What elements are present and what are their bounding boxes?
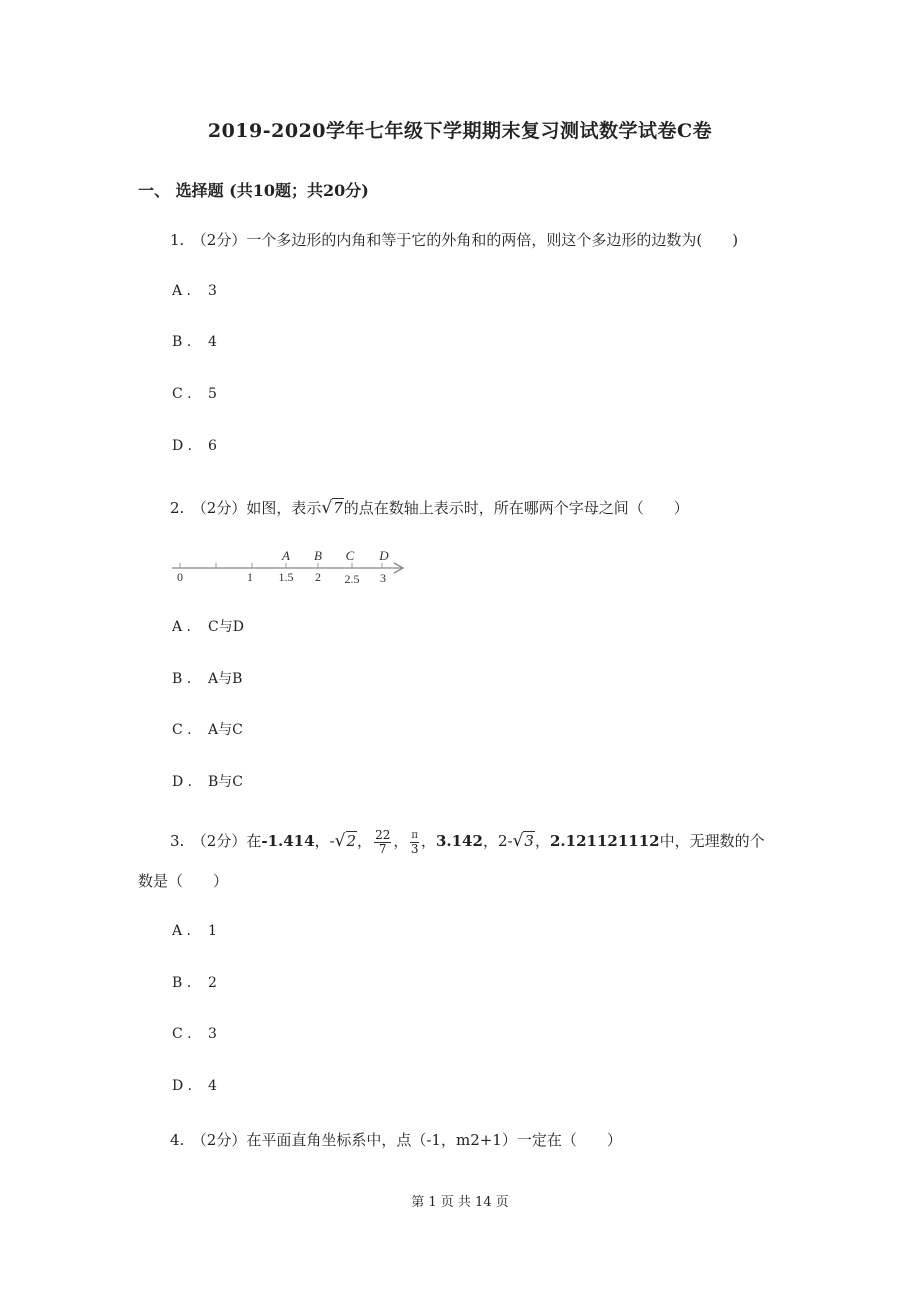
sqrt-3: √3	[512, 831, 534, 851]
q2-option-c	[172, 719, 243, 739]
tick-label-0: 0	[177, 570, 183, 584]
option-text: 4	[208, 334, 217, 350]
question-1: 1. （2分）一个多边形的内角和等于它的外角和的两倍，则这个多边形的边数为( )	[170, 231, 739, 249]
option-label: D .	[172, 1078, 193, 1094]
question-4: 4. （2分）在平面直角坐标系中，点（-1，m2+1）一定在（ ）	[170, 1131, 622, 1149]
value-2-121121112: 2.121121112	[549, 832, 660, 850]
question-2	[170, 497, 689, 518]
page-footer: 第 1 页 共 14 页	[411, 1195, 509, 1210]
option-text: 3	[208, 283, 217, 299]
q2-text-post: 的点在数轴上表示时，所在哪两个字母之间（ ）	[343, 499, 689, 517]
option-label: A .	[172, 619, 192, 635]
option-text: B与C	[208, 774, 243, 790]
option-text: 2	[208, 975, 217, 991]
letter-d: D	[379, 548, 389, 563]
letter-c: C	[345, 548, 355, 563]
value-neg-1-414: -1.414	[261, 832, 315, 850]
fraction-22-7	[374, 829, 391, 856]
option-label: C .	[172, 722, 192, 738]
letter-b: B	[314, 548, 322, 563]
numerator: 22	[375, 827, 391, 842]
option-text: C与D	[208, 619, 244, 635]
option-label: B .	[172, 334, 192, 350]
section-heading: 一、 选择题 (共10题；共20分)	[138, 181, 369, 200]
separator: ，	[482, 832, 498, 850]
option-label: D .	[172, 438, 193, 454]
option-label: C .	[172, 1026, 192, 1042]
separator: ，	[357, 832, 373, 850]
option-label: B .	[172, 671, 192, 687]
q1-option-a	[172, 283, 217, 299]
option-text: 5	[208, 386, 217, 402]
denominator: 3	[410, 841, 419, 856]
option-text: 3	[208, 1026, 217, 1042]
separator: ，	[420, 832, 436, 850]
separator: ，	[393, 832, 409, 850]
q2-option-b	[172, 668, 242, 688]
option-label: D .	[172, 774, 193, 790]
denominator: 7	[378, 841, 387, 856]
q2-option-a	[172, 616, 244, 636]
prefix: 2-	[497, 832, 513, 850]
tick-label-2: 2	[315, 570, 321, 584]
option-text: A与B	[208, 671, 243, 687]
value-2-minus-sqrt3	[498, 832, 535, 850]
value-3-142: 3.142	[435, 832, 483, 850]
radicand: 7	[333, 499, 343, 517]
question-3-line-2: 数是（ ）	[138, 872, 229, 890]
page-title: 2019-2020学年七年级下学期期末复习测试数学试卷C卷	[207, 120, 713, 142]
value-neg-sqrt2	[330, 832, 357, 850]
radicand: 3	[524, 832, 534, 850]
separator: ，	[314, 832, 330, 850]
fraction-pi-3	[410, 829, 419, 856]
letter-a: A	[282, 548, 290, 563]
q3-option-b	[172, 975, 217, 991]
question-3	[170, 826, 765, 856]
sqrt-2: √2	[334, 831, 357, 851]
option-text: 6	[208, 438, 217, 454]
q1-option-d	[172, 438, 217, 454]
radicand: 2	[346, 832, 357, 850]
q3-text-post: 中，无理数的个	[659, 832, 765, 850]
q2-option-d	[172, 771, 243, 791]
number-line-figure	[170, 546, 410, 586]
option-label: A .	[172, 283, 192, 299]
option-text: 4	[208, 1078, 217, 1094]
sqrt-7: √7	[321, 498, 343, 518]
minus-sign: -	[329, 832, 335, 850]
tick-label-1-5: 1.5	[278, 570, 294, 584]
q1-option-b	[172, 334, 217, 350]
q3-option-a	[172, 923, 217, 939]
tick-label-1: 1	[247, 570, 253, 584]
q1-option-c	[172, 386, 217, 402]
option-text: A与C	[208, 722, 243, 738]
tick-label-3: 3	[380, 571, 386, 585]
option-label: B .	[172, 975, 192, 991]
q3-option-d	[172, 1078, 217, 1094]
q3-option-c	[172, 1026, 217, 1042]
numerator: π	[411, 829, 418, 841]
tick-label-2-5: 2.5	[344, 572, 360, 586]
separator: ，	[534, 832, 550, 850]
option-label: A .	[172, 923, 192, 939]
q3-text-pre: 3. （2分）在	[170, 832, 262, 850]
option-label: C .	[172, 386, 192, 402]
option-text: 1	[208, 923, 217, 939]
q2-text-pre: 2. （2分）如图，表示	[170, 499, 322, 517]
